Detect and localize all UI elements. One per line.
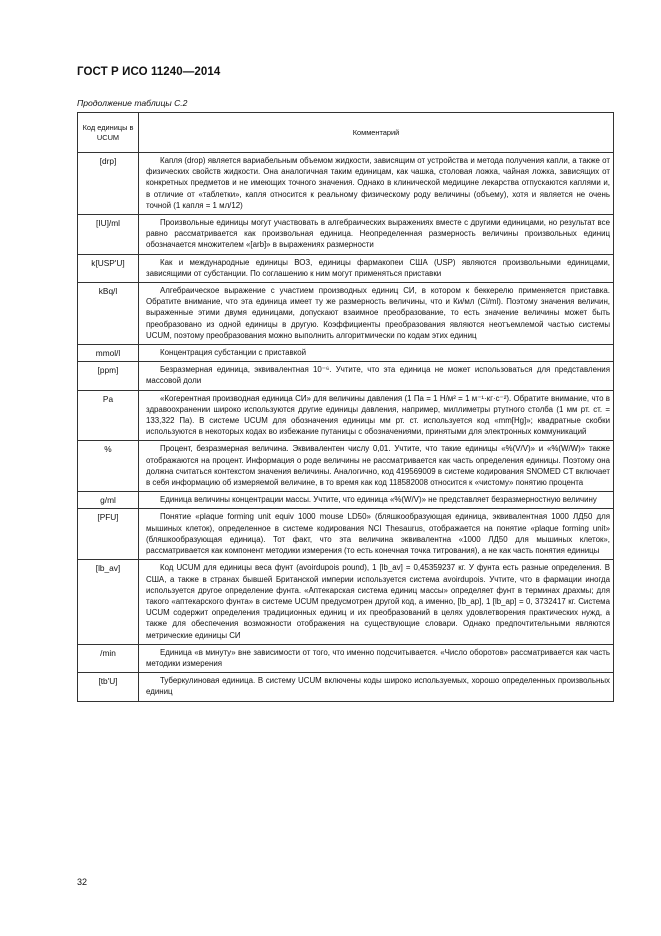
- unit-code-cell: [tb'U]: [78, 673, 139, 701]
- table-row: [78, 492, 614, 509]
- comment-text: Как и международные единицы ВОЗ, единицы фармакопеи США (USP) являются произвольными единицами, зависящими от субстанции. По соглашению к ним могут применяться приставки: [146, 257, 610, 278]
- comment-cell: [139, 509, 614, 560]
- unit-code-cell: [PFU]: [78, 509, 139, 560]
- table-row: [78, 283, 614, 345]
- comment-cell: [139, 283, 614, 345]
- unit-code-cell: g/ml: [78, 492, 139, 509]
- table-row: [78, 215, 614, 255]
- comment-text: Произвольные единицы могут участвовать в алгебраических выражениях вместе с другими единицами, но результат все равно рассматривается как произвольная единица. Неопределенная размерность величины произвольных единиц обозначается множителем «[arb]» в выражениях размерности: [146, 218, 610, 250]
- table-row: [78, 254, 614, 282]
- unit-code-cell: /min: [78, 644, 139, 672]
- table-row: [78, 673, 614, 701]
- unit-code-cell: [drp]: [78, 153, 139, 215]
- comment-text: Безразмерная единица, эквивалентная 10⁻⁶. Учтите, что эта единица не может использоваться для представления массовой доли: [146, 365, 610, 386]
- table-row: [78, 644, 614, 672]
- table-row: [78, 441, 614, 492]
- comment-text: Единица «в минуту» вне зависимости от того, что именно подсчитывается. «Число оборотов» рассматривается как часть методики измерения: [146, 647, 610, 668]
- page-number: 32: [77, 877, 88, 887]
- table-row: [78, 345, 614, 362]
- table-caption: Продолжение таблицы С.2: [77, 98, 188, 108]
- comment-text: Капля (drop) является вариабельным объемом жидкости, зависящим от устройства и метода получения капли, а также от физических свойств жидкости. Она аналогичная таким единицам, как чашка, столовая ложка, чайная ложка, зависящих от конкретных предметов и не имеющих точного значения. Однако в клинической медицине лекарства отпускаются каплями и, в отличие от «таблетки», капля относится к реальному физическому роду величины (объему), хотя и является не очень точной (1 капля = 1 мл/12): [146, 156, 610, 210]
- unit-code-cell: k[USP'U]: [78, 254, 139, 282]
- comment-cell: [139, 644, 614, 672]
- document-header: ГОСТ Р ИСО 11240—2014: [77, 66, 221, 78]
- ucum-comments-table: [77, 112, 614, 702]
- table-row: [78, 509, 614, 560]
- comment-cell: [139, 492, 614, 509]
- table-row: [78, 362, 614, 390]
- unit-code-cell: Pa: [78, 390, 139, 441]
- comment-cell: [139, 560, 614, 644]
- comment-cell: [139, 441, 614, 492]
- comment-text: Процент, безразмерная величина. Эквивалентен числу 0,01. Учтите, что такие единицы «%(V/V)» и «%(W/W)» также отображаются на процент. Информация о роде величины не рассматривается как часть определения единицы. Поэтому она должна считаться контекстом значения величины. Аналогично, код 419569009 в системе кодирования SNOMED CT включает в себя информацию об измеряемой величине, в то время как код 118582008 относится к «чистому» понятию процента: [146, 444, 610, 488]
- comment-cell: [139, 345, 614, 362]
- table-header-row: [78, 113, 614, 153]
- comment-text: «Когерентная производная единица СИ» для величины давления (1 Па = 1 Н/м² = 1 м⁻¹·кг·с⁻²). Обратите внимание, что в здравоохранении широко используются другие единицы давления, например, миллиметры ртутного столба (1 мм рт. ст. = 133,322 Па). В системе UCUM для обозначения единицы мм рт. ст. используется код «mm[Hg]»; квадратные скобки используются в некоторых кодах во избежание путаницы с обозначениями, принятыми для электронных коммуникаций: [146, 393, 610, 437]
- column-header-code: Код единицы в UCUM: [78, 113, 139, 153]
- comment-text: Единица величины концентрации массы. Учтите, что единица «%(W/V)» не представляет безразмерностную величину: [160, 495, 597, 505]
- comment-text: Туберкулиновая единица. В систему UCUM включены коды широко используемых, хорошо определенных произвольных единиц: [146, 676, 610, 697]
- comment-cell: [139, 390, 614, 441]
- comment-cell: [139, 673, 614, 701]
- comment-text: Концентрация субстанции с приставкой: [160, 348, 307, 358]
- comment-cell: [139, 254, 614, 282]
- table-row: [78, 560, 614, 644]
- table-row: [78, 390, 614, 441]
- unit-code-cell: [ppm]: [78, 362, 139, 390]
- column-header-comment: Комментарий: [139, 113, 614, 153]
- comment-cell: [139, 362, 614, 390]
- comment-text: Понятие «plaque forming unit equiv 1000 mouse LD50» (бляшкообразующая единица, эквивалентная 1000 ЛД50 для мышиных клеток), определенное в системе кодирования NCI Thesaurus, отображается на понятие «plaque forming unit» (бляшкообразующая единица). Тот факт, что эта величина эквивалентна «1000 ЛД50 для мышиных клеток», рассматривается как компонент методики измерения (то есть конечная точка титрования), а не как часть понятия единицы: [146, 512, 610, 556]
- unit-code-cell: [lb_av]: [78, 560, 139, 644]
- table-row: [78, 153, 614, 215]
- comment-text: Код UCUM для единицы веса фунт (avoirdupois pound), 1 [lb_av] = 0,45359237 кг. У фунта есть разные определения. В США, а также в странах бывшей Британской империи используется система avoirdupois. Учтите, что в фармации иногда используется другое определение фунта. «Аптекарская система единиц массы» определяет фунт в терминах драхмы; для такого «аптекарского фунта» в системе UCUM предусмотрен другой код, а именно, [lb_ap], 1 [lb_ap] = 0, 3732417 кг. Система UCUM содержит определения традиционных единиц и их преобразований в целях удовлетворения практических нужд, а также для обеспечения возможности отображения на существующие словари. Однако предпочтительными являются метрические единицы СИ: [146, 563, 610, 640]
- unit-code-cell: [IU]/ml: [78, 215, 139, 255]
- unit-code-cell: kBq/l: [78, 283, 139, 345]
- comment-text: Алгебраическое выражение с участием производных единиц СИ, в котором к беккерелю применяется приставка. Обратите внимание, что эта единица имеет ту же размерность величины, что и Ки/мл (Ci/ml). Поэтому значения величин, выраженные этими двумя единицами, допускают взаимное преобразование, то есть значение величины может быть преобразовано из одной единицы в другую. Коэффициенты преобразования являются неотъемлемой частью системы UCUM, поэтому преобразования можно выполнить алгоритмически по кодам этих единиц: [146, 286, 610, 340]
- comment-cell: [139, 153, 614, 215]
- unit-code-cell: mmol/l: [78, 345, 139, 362]
- comment-cell: [139, 215, 614, 255]
- unit-code-cell: %: [78, 441, 139, 492]
